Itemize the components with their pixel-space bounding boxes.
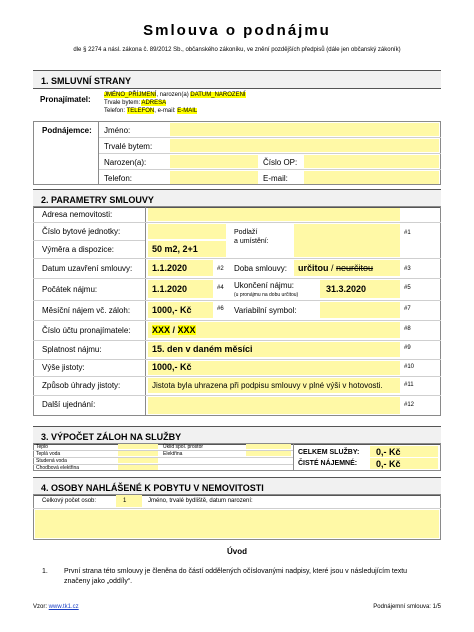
section-3-heading: 3. VÝPOČET ZÁLOH NA SLUŽBY xyxy=(33,426,441,445)
size-value: 50 m2, 2+1 xyxy=(152,244,198,254)
net-rent-value: 0,- Kč xyxy=(376,459,401,469)
tenant-perm-field[interactable] xyxy=(170,139,439,152)
tenant-label: Podnájemce: xyxy=(42,126,92,135)
cold-water-field[interactable] xyxy=(118,458,158,463)
note-3: #3 xyxy=(404,266,411,272)
persons-count-value: 1 xyxy=(123,498,127,504)
end-value: 31.3.2020 xyxy=(326,284,367,294)
net-rent-label: ČISTÉ NÁJEMNÉ: xyxy=(298,460,358,467)
intro-line-1: První strana této smlouvy je členěna do částí oddělených očíslovanými nadpisy, které jsou v následujícím textu xyxy=(64,568,408,575)
landlord-email[interactable]: E-MAIL xyxy=(177,108,198,114)
note-6: #6 xyxy=(217,306,224,312)
persons-count-field[interactable] xyxy=(116,495,142,507)
address-label: Adresa nemovitosti: xyxy=(42,210,113,219)
footer-right: Podnájemní smlouva: 1/5 xyxy=(373,604,441,610)
tenant-perm-label: Trvalé bytem: xyxy=(104,142,153,151)
size-label: Výměra a dispozice: xyxy=(42,245,115,254)
corridor-label: Chodbová elektřina xyxy=(36,465,80,471)
services-total-value: 0,- Kč xyxy=(376,447,401,457)
deposit-method-label: Způsob úhrady jistoty: xyxy=(42,381,121,390)
corridor-field[interactable] xyxy=(118,465,158,470)
unit-label: Číslo bytové jednotky: xyxy=(42,227,121,236)
rent-label: Měsíční nájem vč. záloh: xyxy=(42,306,131,315)
tenant-born-field[interactable] xyxy=(170,155,258,168)
account-label: Číslo účtu pronajímatele: xyxy=(42,326,131,335)
due-label: Splatnost nájmu: xyxy=(42,345,102,354)
end-note: (u pronájmu na dobu určitou) xyxy=(234,292,299,298)
tenant-born-label: Narozen(a): xyxy=(104,158,147,167)
intro-line-2: značeny jako „oddíly“. xyxy=(64,578,133,585)
floor-field[interactable] xyxy=(294,224,400,257)
landlord-dob[interactable]: DATUM_NAROZENÍ xyxy=(190,92,246,98)
warm-water-label: Teplá voda xyxy=(36,451,61,457)
electricity-label: Elektřina xyxy=(163,451,183,457)
deposit-value: 1000,- Kč xyxy=(152,362,192,372)
note-8: #8 xyxy=(404,326,411,332)
start-label: Počátek nájmu: xyxy=(42,285,98,294)
cleaning-field[interactable] xyxy=(246,444,291,449)
note-10: #10 xyxy=(404,364,415,370)
deposit-label: Výše jistoty: xyxy=(42,363,85,372)
page-title: Smlouva o podnájmu xyxy=(143,22,331,39)
persons-names-field[interactable] xyxy=(35,510,439,538)
page-subtitle: dle § 2274 a násl. zákona č. 89/2012 Sb., občanského zákoníku, ve znění pozdějších předpisů (dále jen občanský zákoník) xyxy=(73,47,401,53)
cleaning-label: Úklid spol. prostor xyxy=(163,444,204,450)
tenant-name-label: Jméno: xyxy=(104,126,131,135)
persons-names-label: Jméno, trvalé bydliště, datum narození: xyxy=(148,498,253,504)
footer-link[interactable]: www.tk1.cz xyxy=(48,604,79,610)
tenant-id-label: Číslo OP: xyxy=(263,158,298,167)
note-5: #5 xyxy=(404,285,411,291)
note-4: #4 xyxy=(217,285,224,291)
cold-water-label: Studená voda xyxy=(36,458,67,464)
landlord-line-1: JMÉNO_PŘÍJMENÍ, narozen(a) DATUM_NAROZENÍ xyxy=(104,92,246,98)
section-2-heading: 2. PARAMETRY SMLOUVY xyxy=(33,189,441,208)
section-1-heading: 1. SMLUVNÍ STRANY xyxy=(33,70,441,89)
footer-left: Vzor: www.tk1.cz xyxy=(33,604,79,610)
tenant-name-field[interactable] xyxy=(170,123,439,136)
services-total-label: CELKEM SLUŽBY: xyxy=(298,449,360,456)
tenant-id-field[interactable] xyxy=(304,155,439,168)
vs-field[interactable] xyxy=(320,302,400,318)
due-value: 15. den v daném měsíci xyxy=(152,344,253,354)
heat-field[interactable] xyxy=(118,444,158,449)
duration-value[interactable]: určitou / neurčitou xyxy=(298,263,374,273)
landlord-line-3: Telefon: TELEFON, e-mail: E-MAIL xyxy=(104,108,198,114)
start-value: 1.1.2020 xyxy=(152,284,188,294)
tenant-phone-field[interactable] xyxy=(170,171,258,184)
note-7: #7 xyxy=(404,306,411,312)
deposit-method-value: Jistota byla uhrazena při podpisu smlouvy v plné výši v hotovosti. xyxy=(152,381,383,390)
note-11: #11 xyxy=(404,382,414,388)
floor-label: Podlaží a umístění: xyxy=(234,229,269,245)
signed-label: Datum uzavření smlouvy: xyxy=(42,264,133,273)
section-4-heading: 4. OSOBY NAHLÁŠENÉ K POBYTU V NEMOVITOSTI xyxy=(33,477,441,496)
address-field[interactable] xyxy=(148,208,400,221)
persons-count-label: Celkový počet osob: xyxy=(42,498,97,504)
tenant-email-label: E-mail: xyxy=(263,174,288,183)
rent-value: 1000,- Kč xyxy=(152,305,192,315)
other-label: Další ujednání: xyxy=(42,400,96,409)
landlord-name[interactable]: JMÉNO_PŘÍJMENÍ xyxy=(104,92,157,98)
note-12: #12 xyxy=(404,402,415,408)
account-value: XXX / XXX xyxy=(152,325,196,335)
intro-heading: Úvod xyxy=(227,547,247,556)
vs-label: Variabilní symbol: xyxy=(234,306,297,315)
other-field[interactable] xyxy=(148,397,400,414)
end-label: Ukončení nájmu: xyxy=(234,281,295,290)
intro-number: 1. xyxy=(42,568,48,575)
note-1: #1 xyxy=(404,230,411,236)
landlord-line-2: Trvale bytem: ADRESA xyxy=(104,100,167,106)
note-2: #2 xyxy=(217,266,224,272)
landlord-address[interactable]: ADRESA xyxy=(141,100,167,106)
warm-water-field[interactable] xyxy=(118,451,158,456)
signed-value: 1.1.2020 xyxy=(152,263,188,273)
tenant-email-field[interactable] xyxy=(304,171,439,184)
heat-label: Teplo xyxy=(36,444,48,450)
duration-label: Doba smlouvy: xyxy=(234,264,287,273)
unit-field[interactable] xyxy=(148,224,226,239)
note-9: #9 xyxy=(404,345,411,351)
electricity-field[interactable] xyxy=(246,451,291,456)
landlord-label: Pronajímatel: xyxy=(40,95,91,104)
landlord-phone[interactable]: TELEFON xyxy=(126,108,155,114)
tenant-phone-label: Telefon: xyxy=(104,174,133,183)
